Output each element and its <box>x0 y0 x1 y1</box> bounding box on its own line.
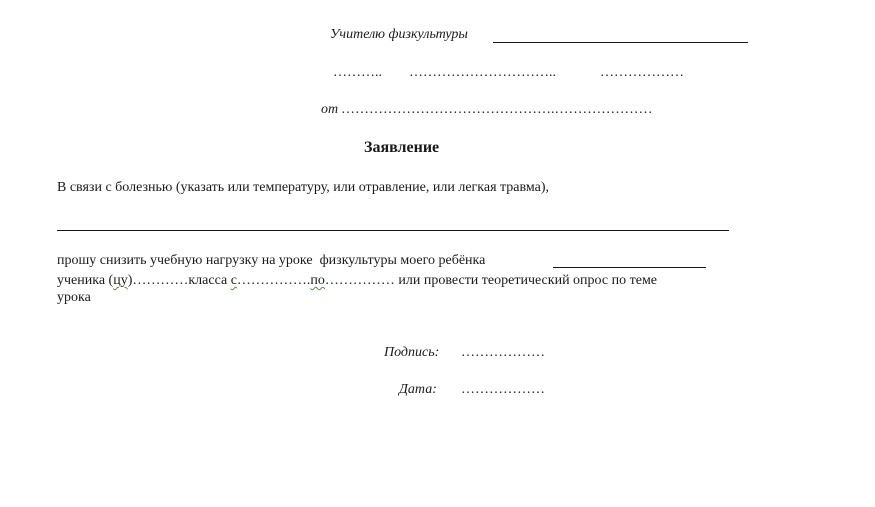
from-dots: ……………. <box>236 273 311 288</box>
dots-field-1: ……….. <box>333 65 382 80</box>
student-suffix: цу <box>113 273 128 288</box>
child-name-line <box>553 267 706 268</box>
reason-fill-line <box>57 230 729 231</box>
body-line-request: прошу снизить учебную нагрузку на уроке физкультуры моего ребёнка <box>57 253 489 268</box>
body-line-reason: В связи с болезнью (указать или температуру, или отравление, или легкая травма), <box>57 180 550 195</box>
sender-dots: ……………………………………….………………… <box>341 102 653 117</box>
signature-dots: ……………… <box>461 345 545 360</box>
document-title: Заявление <box>364 139 440 156</box>
theory-text: …………… или провести теоретический опрос по теме <box>324 273 658 288</box>
recipient-name-line <box>493 42 748 43</box>
from-word: с <box>230 273 237 288</box>
dots-field-2: ………………………….. <box>409 65 556 80</box>
student-prefix: ученика ( <box>57 273 114 288</box>
sender-label: от <box>321 102 339 117</box>
to-word: по <box>310 273 325 288</box>
dots-field-3: ……………… <box>600 65 684 80</box>
body-line-lesson: урока <box>57 290 91 305</box>
recipient-label: Учителю физкультуры <box>330 27 468 42</box>
body-line-student <box>57 273 657 289</box>
class-text: )…………класса <box>127 273 231 288</box>
signature-label: Подпись: <box>384 345 440 360</box>
date-label: Дата: <box>399 382 437 397</box>
date-dots: ……………… <box>461 382 545 397</box>
